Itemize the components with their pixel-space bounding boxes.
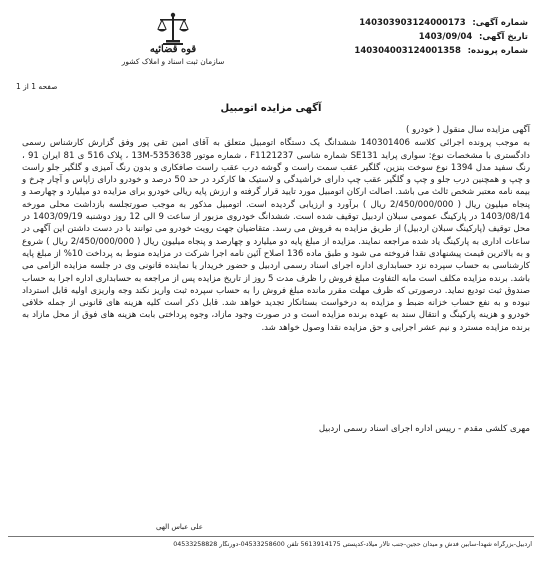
notice-header [268, 16, 528, 58]
notice-number-label: شماره آگهی: [472, 18, 528, 28]
footer-address: اردبیل-بزرگراه شهدا-سابین فدش و میدان حجین-جنب تالار میلاد-کدپستی 5613914175 تلفن 04533258600-دورنگار 04533258828 [173, 541, 532, 548]
file-number-label: شماره پرونده: [467, 46, 528, 56]
notice-lead: آگهی مزایده سال منقول ( خودرو ) [405, 125, 530, 135]
file-number-row [268, 44, 528, 58]
notice-paragraph: به موجب پرونده اجرائی کلاسه 140301406 ششدانگ یک دستگاه اتومبیل متعلق به آقای امین تقی پور وفق گزارش کارشناس رسمی دادگستری با مشخصات نوع: سواری پراید SE131 شماره شاسی F1121237 ، شماره موتور 13M-5353638 ، پلاک 516 ی 81 ایران 91 ، رنگ سفید مدل 1394 نوع سوخت بنزین، گلگیر عقب سمت راست و گوشه درب عقب راست صافکاری و بدون رنگ آمیزی و گلگیر جلو راست و چپ و همچنین درب جلو و چپ و گلگیر عقب چپ دارای خراشیدگی و لاستیک ها کارکرد در حد 50 درصد و خودرو دارای زاپاس و آچار چرخ و بیمه نامه معتبر شخص ثالث می باشد. اصالت ارکان اتومبیل مورد تایید قرار گرفته و ارزش پایه ریالی خودرو برای مزایده دو میلیارد و چهارصد و پنجاه میلیون ریال ( 2/450/000/000 ریال ) برآورد و ارزیابی گردیده است. اتومبیل مذکور به موجب صورتجلسه بازداشت محلی مورخه 1403/08/14 در پارکینگ عمومی سبلان اردبیل توقیف شده است. ششدانگ خودروی مزبور از ساعت 9 الی 12 روز دوشنبه 1403/09/19 در محل توقیف (پارکینگ سبلان اردبیل) از طریق مزایده به فروش می رسد. متقاضیان جهت رویت خودرو می توانند با در دست داشتن این آگهی در ساعات اداری به پارکینگ یاد شده مراجعه نمایند. مزایده از مبلغ پایه دو میلیارد و چهارصد و پنجاه میلیون ریال ( 2/450/000/000 ریال ) شروع و به بالاترین قیمت پیشنهادی نقدا فروخته می شود و طبق ماده 136 اصلاح آئین نامه اجرا شرکت در مزایده منوط به پرداخت 10% از مبلغ پایه کارشناسی به حساب سپرده نزد حسابداری اداره اجرای اسناد رسمی اردبیل و حضور خریدار یا نماینده قانونی وی در جلسه مزایده الزامی می باشد. برنده مزایده مکلف است مابه التفاوت مبلغ فروش را ظرف مدت 5 روز از تاریخ مزایده پس از مراجعه به حسابداری اداره اجرا به حساب صندوق ثبت تودیع نماید. درصورتی که ظرف مهلت مقرر مانده مبلغ فروش را به حساب سپرده ثبت واریز نکند وجه واریزی اولیه قابل استرداد نبوده و به نفع حساب خزانه ضبط و مزایده به درخواست بستانکار تجدید خواهد شد. قابل ذکر است کلیه هزینه های قانونی از جمله خلافی خودرو و هزینه پارکینگ و انتقال سند به عهده برنده مزایده است و در صورت وجود مازاد، وجوه پرداختی بابت هزینه های فوق از محل مازاد به برنده مزایده مسترد و نیم عشر اجرایی و حق مزایده نقدا وصول خواهد شد. [22, 138, 530, 333]
scales-of-justice-icon [155, 12, 191, 46]
notice-date: 1403/09/04 [418, 32, 473, 42]
page-count: صفحه 1 از 1 [16, 82, 58, 91]
signer-name: علی عباس الهی [156, 523, 203, 531]
signature-line: مهری کلشی مقدم - رییس اداره اجرای اسناد رسمی اردبیل [318, 424, 530, 434]
judiciary-script: قوه قضائیه [149, 44, 197, 55]
footer-divider [8, 536, 534, 537]
organization-name: سازمان ثبت اسناد و املاک کشور [121, 57, 225, 66]
file-number: 140304003124001358 [354, 46, 461, 56]
notice-number: 140303903124000173 [359, 18, 466, 28]
notice-number-row [268, 16, 528, 30]
judiciary-logo [118, 12, 228, 92]
notice-title: آگهی مزایده اتومبیل [220, 103, 322, 114]
notice-body [22, 124, 530, 334]
notice-date-label: تاریخ آگهی: [478, 32, 528, 42]
notice-date-row [268, 30, 528, 44]
